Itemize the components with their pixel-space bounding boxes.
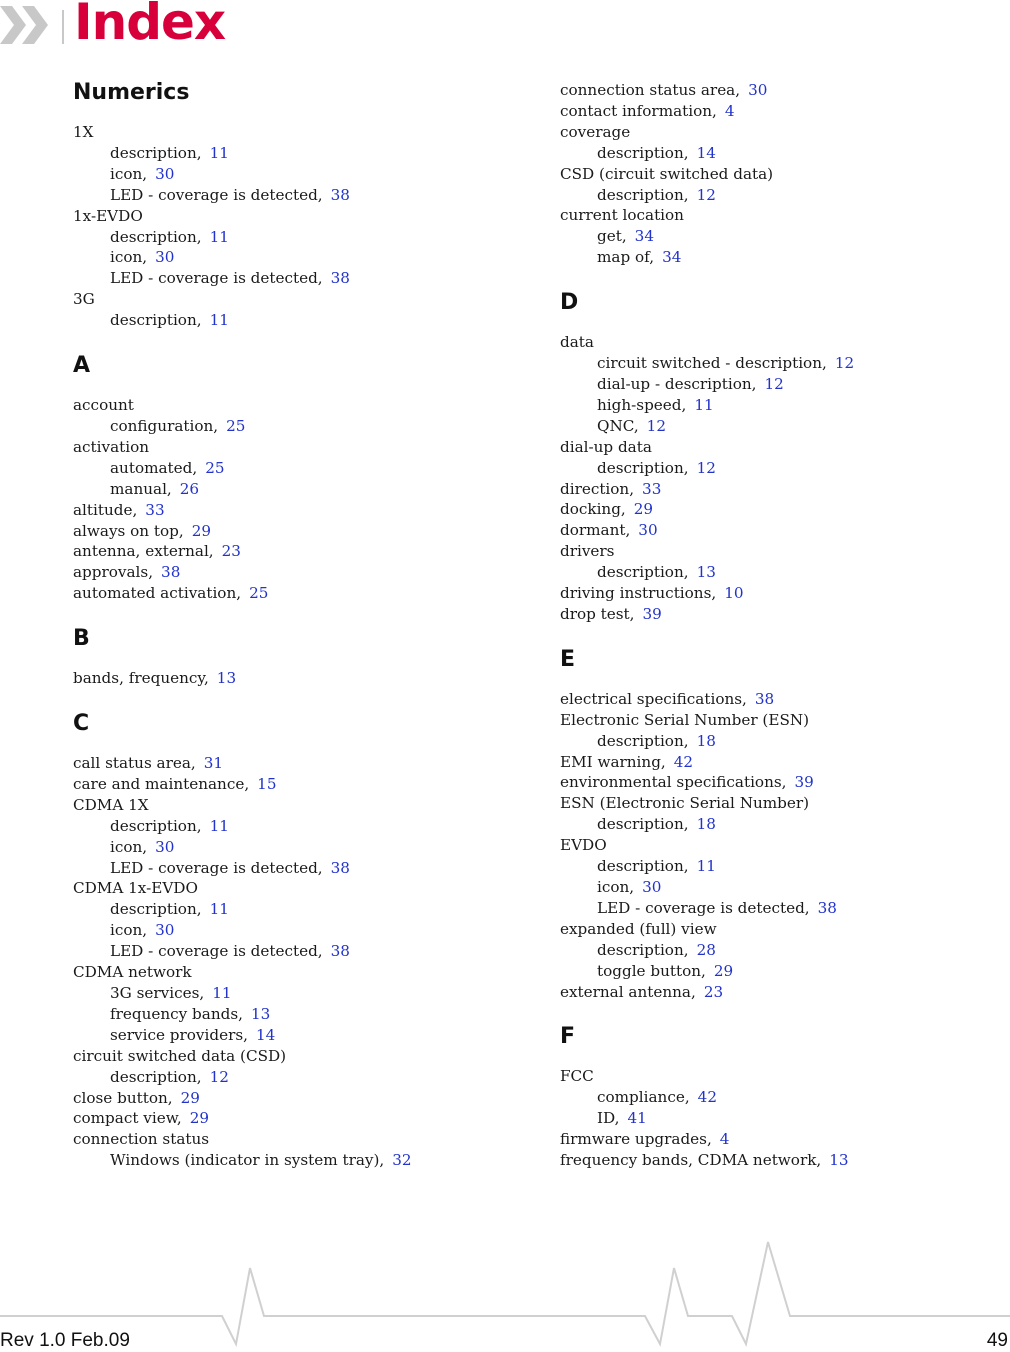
entry-term: dial-up - description, [597, 374, 757, 393]
index-entry [73, 753, 493, 774]
entry-term: dormant, [560, 521, 631, 540]
index-entry [560, 226, 980, 247]
page-link[interactable]: 28 [696, 940, 716, 959]
page-link[interactable]: 34 [634, 227, 654, 246]
index-entry [73, 206, 493, 227]
index-entry [560, 752, 980, 773]
index-entry [73, 122, 493, 143]
index-entry [560, 164, 980, 185]
entry-term: coverage [560, 122, 631, 141]
index-entry [560, 710, 980, 731]
entry-term: description, [597, 143, 689, 162]
index-entry [560, 772, 980, 793]
page-link[interactable]: 30 [638, 521, 658, 540]
page-link[interactable]: 41 [627, 1109, 647, 1128]
index-entry [560, 689, 980, 710]
entry-term: 1X [73, 123, 94, 141]
index-entry [73, 1046, 493, 1067]
index-entry [560, 877, 980, 898]
entry-term: description, [597, 731, 689, 750]
page-link[interactable]: 25 [205, 458, 225, 477]
entry-term: close button, [73, 1088, 173, 1107]
page-link[interactable]: 39 [794, 773, 814, 792]
page-link[interactable]: 11 [209, 900, 229, 919]
page-link[interactable]: 23 [221, 542, 241, 561]
entry-term: drop test, [560, 604, 635, 623]
page-link[interactable]: 26 [179, 479, 200, 498]
index-entry [560, 731, 980, 752]
entry-term: compact view, [73, 1109, 182, 1128]
entry-term: service providers, [110, 1025, 248, 1044]
section-heading: D [560, 290, 579, 316]
entry-term: expanded (full) view [560, 919, 717, 938]
page-link[interactable]: 32 [392, 1151, 412, 1170]
index-entry [560, 1108, 980, 1129]
section-heading: A [73, 353, 91, 379]
entry-term: automated, [110, 458, 198, 477]
index-entry [73, 878, 493, 899]
index-entry [73, 1108, 493, 1129]
chevron-logo-icon [0, 6, 66, 46]
entry-term: description, [110, 816, 202, 835]
waveform-decoration [0, 1238, 1010, 1350]
page-link[interactable]: 29 [633, 500, 654, 519]
index-entry [73, 983, 493, 1004]
page-link[interactable]: 34 [662, 248, 682, 267]
page-link[interactable]: 38 [330, 269, 350, 288]
index-entry [560, 353, 980, 374]
entry-term: connection status area, [560, 81, 741, 99]
entry-term: contact information, [560, 101, 717, 120]
page-title: Index [74, 0, 226, 51]
entry-term: LED - coverage is detected, [110, 269, 323, 288]
page-link[interactable]: 31 [203, 754, 224, 773]
index-entry [73, 941, 493, 962]
page-link[interactable]: 13 [216, 669, 237, 688]
entry-term: icon, [110, 837, 148, 856]
index-entry [73, 227, 493, 248]
entry-term: icon, [597, 878, 635, 896]
index-entry [73, 143, 493, 164]
entry-term: approvals, [73, 563, 154, 582]
entry-term: firmware upgrades, [560, 1130, 712, 1149]
page-link[interactable]: 12 [696, 185, 716, 204]
page-link[interactable]: 12 [696, 458, 716, 477]
entry-term: description, [110, 311, 202, 330]
entry-term: map of, [597, 248, 655, 267]
index-entry [73, 1004, 493, 1025]
index-entry [73, 962, 493, 983]
entry-term: activation [73, 437, 150, 456]
index-entry [560, 479, 980, 500]
index-entry [73, 583, 493, 604]
section-heading: E [560, 646, 576, 672]
entry-term: description, [110, 227, 202, 246]
entry-term: driving instructions, [560, 584, 717, 603]
page-link[interactable]: 29 [713, 961, 734, 980]
page-link[interactable]: 30 [155, 248, 175, 267]
entry-term: toggle button, [597, 961, 706, 980]
entry-term: care and maintenance, [73, 774, 250, 793]
index-entry [560, 898, 980, 919]
entry-term: environmental specifications, [560, 773, 787, 792]
index-entry [73, 437, 493, 458]
entry-term: icon, [110, 921, 148, 940]
entry-term: description, [597, 940, 689, 959]
index-entry [560, 416, 980, 437]
page-link[interactable]: 14 [696, 143, 716, 162]
index-entry [560, 961, 980, 982]
page-link[interactable]: 18 [696, 815, 716, 834]
index-entry [560, 80, 980, 101]
index-entry [73, 521, 493, 542]
index-entry [73, 500, 493, 521]
page-link[interactable]: 42 [673, 752, 694, 771]
index-section [73, 707, 493, 1171]
page-link[interactable]: 30 [155, 164, 175, 183]
entry-term: description, [597, 563, 689, 582]
page-link[interactable]: 12 [764, 374, 784, 393]
page-link[interactable]: 29 [180, 1088, 200, 1107]
index-entry [560, 437, 980, 458]
entry-term: LED - coverage is detected, [110, 858, 323, 877]
entry-term: current location [560, 206, 684, 225]
entry-term: manual, [110, 479, 172, 498]
section-heading: C [73, 711, 90, 737]
page-link[interactable]: 14 [255, 1025, 276, 1044]
index-entry [560, 101, 980, 122]
index-entry [560, 1066, 980, 1087]
page-link[interactable]: 30 [748, 81, 768, 99]
page-link[interactable]: 11 [209, 311, 229, 330]
index-entry [73, 1025, 493, 1046]
index-section [560, 1020, 980, 1171]
entry-term: automated activation, [73, 584, 242, 603]
entry-term: QNC, [597, 416, 639, 435]
entry-term: account [73, 396, 134, 415]
index-column-right [560, 80, 980, 1189]
index-entry [73, 164, 493, 185]
index-entry [560, 541, 980, 562]
page-link[interactable]: 12 [209, 1067, 229, 1086]
page-link[interactable]: 38 [754, 689, 775, 708]
index-entry [73, 1150, 493, 1171]
entry-term: altitude, [73, 500, 138, 519]
index-entry [560, 583, 980, 604]
entry-term: frequency bands, [110, 1004, 243, 1023]
index-entry [560, 205, 980, 226]
section-heading: B [73, 626, 90, 652]
page-link[interactable]: 4 [719, 1130, 730, 1149]
entry-term: description, [597, 857, 689, 876]
footer-page-number: 49 [986, 1330, 1008, 1351]
index-section [560, 80, 980, 268]
page-link[interactable]: 38 [330, 858, 350, 877]
page-link[interactable]: 38 [161, 563, 181, 582]
entry-term: Electronic Serial Number (ESN) [560, 710, 810, 729]
index-entry [560, 814, 980, 835]
entry-term: 1x-EVDO [73, 206, 143, 225]
index-section [73, 622, 493, 689]
index-column-left [73, 76, 493, 1189]
page-link[interactable]: 33 [145, 500, 165, 519]
entry-term: icon, [110, 164, 148, 183]
entry-term: description, [597, 815, 689, 834]
page-link[interactable]: 12 [646, 416, 666, 435]
index-entry [73, 795, 493, 816]
entry-term: description, [110, 1067, 202, 1086]
index-entry [560, 458, 980, 479]
index-entry [560, 143, 980, 164]
page-link[interactable]: 38 [330, 942, 350, 961]
index-section [73, 76, 493, 331]
page-link[interactable]: 13 [829, 1151, 849, 1170]
page-link[interactable]: 11 [209, 227, 229, 246]
index-entry [560, 604, 980, 625]
page-link[interactable]: 29 [189, 1109, 210, 1128]
entry-term: dial-up data [560, 437, 652, 456]
entry-term: connection status [73, 1130, 210, 1149]
entry-term: external antenna, [560, 982, 696, 1001]
index-entry [73, 395, 493, 416]
index-entry [73, 920, 493, 941]
entry-term: icon, [110, 248, 148, 267]
index-entry [560, 940, 980, 961]
entry-term: configuration, [110, 416, 219, 435]
entry-term: description, [110, 900, 202, 919]
entry-term: high-speed, [597, 395, 687, 414]
page-link[interactable]: 11 [212, 984, 232, 1002]
index-section [560, 286, 980, 625]
entry-term: circuit switched data (CSD) [73, 1046, 287, 1065]
entry-term: 3G services, [110, 984, 205, 1002]
index-entry [560, 122, 980, 143]
page-header [0, 0, 300, 50]
index-entry [560, 185, 980, 206]
entry-term: LED - coverage is detected, [110, 942, 323, 961]
index-entry [560, 562, 980, 583]
section-heading: F [560, 1024, 576, 1050]
index-entry [560, 520, 980, 541]
entry-term: direction, [560, 479, 635, 498]
section-heading: Numerics [73, 80, 190, 105]
entry-term: electrical specifications, [560, 689, 747, 708]
entry-term: drivers [560, 542, 615, 561]
index-entry [560, 1087, 980, 1108]
index-entry [73, 416, 493, 437]
page-link[interactable]: 10 [724, 584, 744, 603]
index-section [73, 349, 493, 604]
page-link[interactable]: 12 [834, 354, 855, 373]
entry-term: call status area, [73, 754, 196, 773]
index-entry [73, 247, 493, 268]
entry-term: compliance, [597, 1088, 690, 1107]
entry-term: bands, frequency, [73, 669, 209, 688]
index-entry [73, 541, 493, 562]
page-link[interactable]: 25 [249, 584, 269, 603]
page-link[interactable]: 30 [642, 878, 662, 896]
index-entry [73, 268, 493, 289]
index-entry [73, 479, 493, 500]
page-link[interactable]: 15 [257, 774, 277, 793]
index-entry [73, 310, 493, 331]
page-link[interactable]: 29 [191, 521, 212, 540]
entry-term: get, [597, 227, 627, 246]
index-entry [560, 835, 980, 856]
page-link[interactable]: 38 [817, 898, 837, 917]
page-link[interactable]: 33 [642, 479, 662, 498]
index-entry [560, 395, 980, 416]
index-entry [560, 374, 980, 395]
entry-term: LED - coverage is detected, [110, 185, 323, 204]
page-link[interactable]: 13 [250, 1004, 271, 1023]
page-link[interactable]: 11 [694, 395, 714, 414]
index-entry [73, 458, 493, 479]
index-entry [73, 837, 493, 858]
entry-term: always on top, [73, 521, 184, 540]
entry-term: antenna, external, [73, 542, 214, 561]
entry-term: description, [110, 143, 202, 162]
index-entry [73, 1088, 493, 1109]
entry-term: LED - coverage is detected, [597, 898, 810, 917]
footer-revision: Rev 1.0 Feb.09 [0, 1330, 130, 1351]
entry-term: FCC [560, 1067, 594, 1086]
index-entry [560, 1129, 980, 1150]
page-link[interactable]: 39 [642, 604, 662, 623]
entry-term: circuit switched - description, [597, 354, 827, 373]
page-link[interactable]: 4 [724, 101, 735, 120]
page-link[interactable]: 42 [697, 1088, 717, 1107]
index-entry [73, 858, 493, 879]
index-entry [560, 919, 980, 940]
index-entry [73, 185, 493, 206]
page-link[interactable]: 11 [209, 143, 229, 162]
page-link[interactable]: 25 [226, 416, 246, 435]
index-section [560, 643, 980, 1003]
page-link[interactable]: 38 [330, 185, 350, 204]
entry-term: CSD (circuit switched data) [560, 164, 774, 183]
entry-term: frequency bands, CDMA network, [560, 1151, 822, 1170]
entry-term: ESN (Electronic Serial Number) [560, 794, 810, 813]
index-entry [560, 1150, 980, 1171]
page-link[interactable]: 23 [703, 982, 724, 1001]
entry-term: CDMA 1x-EVDO [73, 879, 198, 898]
entry-term: ID, [597, 1109, 620, 1128]
entry-term: EVDO [560, 836, 607, 855]
entry-term: Windows (indicator in system tray), [110, 1151, 385, 1170]
page-link[interactable]: 30 [155, 921, 175, 940]
index-entry [560, 499, 980, 520]
entry-term: CDMA 1X [73, 795, 149, 814]
page-link[interactable]: 30 [155, 837, 175, 856]
index-entry [73, 1067, 493, 1088]
index-entry [560, 332, 980, 353]
index-entry [560, 856, 980, 877]
entry-term: 3G [73, 290, 95, 309]
entry-term: CDMA network [73, 963, 192, 982]
entry-term: data [560, 333, 594, 352]
index-entry [73, 668, 493, 689]
entry-term: description, [597, 458, 689, 477]
page-link[interactable]: 13 [696, 563, 716, 582]
page-link[interactable]: 11 [209, 816, 229, 835]
index-entry [73, 289, 493, 310]
entry-term: EMI warning, [560, 752, 666, 771]
index-entry [73, 562, 493, 583]
index-entry [73, 899, 493, 920]
page-link[interactable]: 11 [696, 857, 716, 876]
page-link[interactable]: 18 [696, 731, 716, 750]
index-entry [560, 793, 980, 814]
index-entry [73, 1129, 493, 1150]
index-entry [560, 982, 980, 1003]
entry-term: docking, [560, 500, 626, 519]
index-entry [73, 816, 493, 837]
index-entry [73, 774, 493, 795]
index-entry [560, 247, 980, 268]
entry-term: description, [597, 185, 689, 204]
